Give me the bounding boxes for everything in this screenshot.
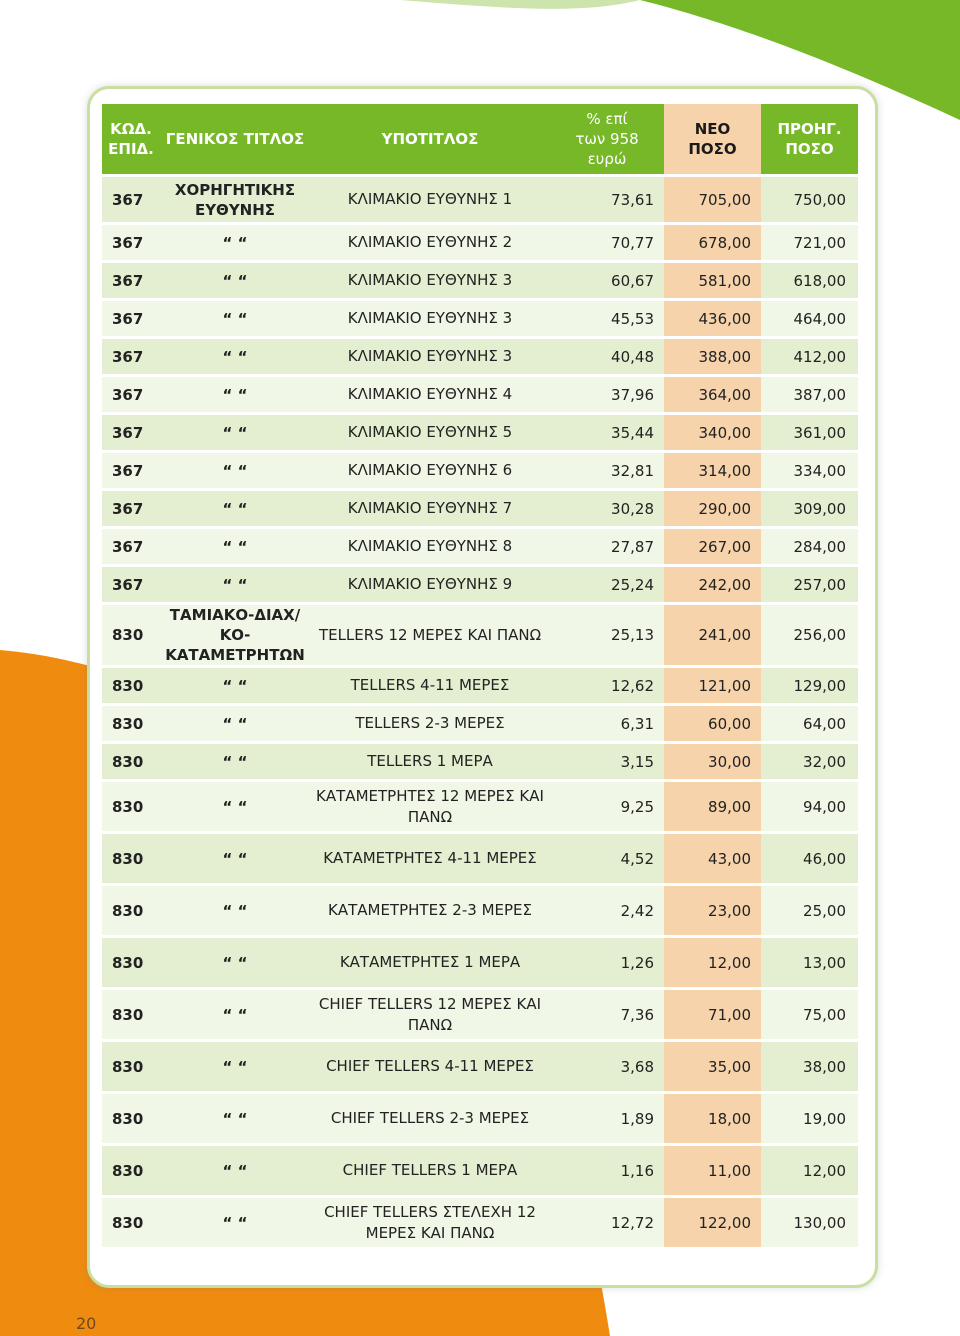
row-percent: 73,61 — [550, 177, 664, 225]
row-new-amount: 314,00 — [664, 453, 761, 491]
table-row — [102, 1042, 858, 1094]
row-subtitle: ΚΛΙΜΑΚΙΟ ΕΥΘΥΝΗΣ 3 — [310, 301, 550, 339]
row-code: 367 — [102, 491, 160, 529]
row-subtitle: ΚΛΙΜΑΚΙΟ ΕΥΘΥΝΗΣ 3 — [310, 263, 550, 301]
row-subtitle: TELLERS 1 ΜΕΡΑ — [310, 744, 550, 782]
row-code: 830 — [102, 1146, 160, 1198]
row-code: 367 — [102, 177, 160, 225]
row-subtitle: TELLERS 4-11 ΜΕΡΕΣ — [310, 668, 550, 706]
row-new-amount: 18,00 — [664, 1094, 761, 1146]
row-new-amount: 11,00 — [664, 1146, 761, 1198]
row-percent: 60,67 — [550, 263, 664, 301]
row-general-title: “ “ — [160, 377, 310, 415]
row-new-amount: 290,00 — [664, 491, 761, 529]
table-row — [102, 567, 858, 605]
header-subtitle: ΥΠΟΤΙΤΛΟΣ — [310, 104, 550, 177]
row-previous-amount: 94,00 — [761, 782, 858, 834]
row-subtitle: CHIEF TELLERS 12 ΜΕΡΕΣ ΚΑΙ ΠΑΝΩ — [310, 990, 550, 1042]
row-general-title: “ “ — [160, 1094, 310, 1146]
row-general-title: “ “ — [160, 567, 310, 605]
row-previous-amount: 464,00 — [761, 301, 858, 339]
row-code: 830 — [102, 1198, 160, 1250]
row-new-amount: 121,00 — [664, 668, 761, 706]
row-percent: 30,28 — [550, 491, 664, 529]
row-subtitle: TELLERS 2-3 ΜΕΡΕΣ — [310, 706, 550, 744]
table-row — [102, 1198, 858, 1250]
table-row — [102, 415, 858, 453]
header-code: ΚΩΔ. ΕΠΙΔ. — [102, 104, 160, 177]
table-row — [102, 706, 858, 744]
row-percent: 40,48 — [550, 339, 664, 377]
row-previous-amount: 309,00 — [761, 491, 858, 529]
row-code: 830 — [102, 668, 160, 706]
row-code: 367 — [102, 225, 160, 263]
row-general-title: “ “ — [160, 491, 310, 529]
row-previous-amount: 13,00 — [761, 938, 858, 990]
payment-table — [102, 104, 858, 1250]
page-number: 20 — [76, 1314, 97, 1333]
row-code: 367 — [102, 415, 160, 453]
row-previous-amount: 750,00 — [761, 177, 858, 225]
row-general-title: “ “ — [160, 782, 310, 834]
row-general-title: “ “ — [160, 1042, 310, 1094]
row-percent: 12,62 — [550, 668, 664, 706]
row-subtitle: ΚΑΤΑΜΕΤΡΗΤΕΣ 2-3 ΜΕΡΕΣ — [310, 886, 550, 938]
row-previous-amount: 19,00 — [761, 1094, 858, 1146]
row-percent: 4,52 — [550, 834, 664, 886]
table-row — [102, 605, 858, 668]
row-code: 830 — [102, 938, 160, 990]
row-percent: 25,24 — [550, 567, 664, 605]
row-percent: 6,31 — [550, 706, 664, 744]
row-percent: 12,72 — [550, 1198, 664, 1250]
row-percent: 3,68 — [550, 1042, 664, 1094]
row-code: 830 — [102, 706, 160, 744]
table-row — [102, 377, 858, 415]
row-general-title: “ “ — [160, 938, 310, 990]
row-new-amount: 89,00 — [664, 782, 761, 834]
row-code: 367 — [102, 301, 160, 339]
row-subtitle: CHIEF TELLERS 4-11 ΜΕΡΕΣ — [310, 1042, 550, 1094]
row-previous-amount: 25,00 — [761, 886, 858, 938]
row-percent: 25,13 — [550, 605, 664, 668]
table-row — [102, 1094, 858, 1146]
row-new-amount: 242,00 — [664, 567, 761, 605]
row-general-title: ΧΟΡΗΓΗΤΙΚΗΣ ΕΥΘΥΝΗΣ — [160, 177, 310, 225]
table-row — [102, 301, 858, 339]
row-general-title: “ “ — [160, 339, 310, 377]
row-general-title: “ “ — [160, 529, 310, 567]
header-general-title: ΓΕΝΙΚΟΣ ΤΙΤΛΟΣ — [160, 104, 310, 177]
header-row — [102, 104, 858, 177]
row-percent: 35,44 — [550, 415, 664, 453]
row-previous-amount: 12,00 — [761, 1146, 858, 1198]
row-new-amount: 30,00 — [664, 744, 761, 782]
row-general-title: “ “ — [160, 990, 310, 1042]
row-general-title: “ “ — [160, 834, 310, 886]
row-subtitle: TELLERS 12 ΜΕΡΕΣ ΚΑΙ ΠΑΝΩ — [310, 605, 550, 668]
row-general-title: “ “ — [160, 744, 310, 782]
row-subtitle: CHIEF TELLERS 1 ΜΕΡΑ — [310, 1146, 550, 1198]
row-new-amount: 436,00 — [664, 301, 761, 339]
row-previous-amount: 257,00 — [761, 567, 858, 605]
row-previous-amount: 64,00 — [761, 706, 858, 744]
row-previous-amount: 129,00 — [761, 668, 858, 706]
row-previous-amount: 618,00 — [761, 263, 858, 301]
row-percent: 9,25 — [550, 782, 664, 834]
row-general-title: “ “ — [160, 301, 310, 339]
row-percent: 45,53 — [550, 301, 664, 339]
row-percent: 32,81 — [550, 453, 664, 491]
row-code: 830 — [102, 990, 160, 1042]
row-new-amount: 71,00 — [664, 990, 761, 1042]
row-new-amount: 23,00 — [664, 886, 761, 938]
row-code: 367 — [102, 263, 160, 301]
row-previous-amount: 334,00 — [761, 453, 858, 491]
row-subtitle: CHIEF TELLERS 2-3 ΜΕΡΕΣ — [310, 1094, 550, 1146]
row-subtitle: ΚΛΙΜΑΚΙΟ ΕΥΘΥΝΗΣ 7 — [310, 491, 550, 529]
row-previous-amount: 361,00 — [761, 415, 858, 453]
row-percent: 37,96 — [550, 377, 664, 415]
table-row — [102, 886, 858, 938]
row-general-title: “ “ — [160, 706, 310, 744]
row-new-amount: 267,00 — [664, 529, 761, 567]
table-row — [102, 263, 858, 301]
row-subtitle: ΚΛΙΜΑΚΙΟ ΕΥΘΥΝΗΣ 2 — [310, 225, 550, 263]
table-row — [102, 491, 858, 529]
row-previous-amount: 130,00 — [761, 1198, 858, 1250]
row-code: 830 — [102, 886, 160, 938]
row-percent: 1,16 — [550, 1146, 664, 1198]
row-code: 830 — [102, 605, 160, 668]
row-previous-amount: 284,00 — [761, 529, 858, 567]
row-previous-amount: 387,00 — [761, 377, 858, 415]
header-new-amount: ΝΕΟ ΠΟΣΟ — [664, 104, 761, 177]
row-new-amount: 581,00 — [664, 263, 761, 301]
row-previous-amount: 32,00 — [761, 744, 858, 782]
row-general-title: “ “ — [160, 886, 310, 938]
row-code: 367 — [102, 567, 160, 605]
row-general-title: “ “ — [160, 415, 310, 453]
row-code: 367 — [102, 339, 160, 377]
row-new-amount: 388,00 — [664, 339, 761, 377]
table-row — [102, 453, 858, 491]
row-code: 830 — [102, 834, 160, 886]
row-general-title: “ “ — [160, 1198, 310, 1250]
row-new-amount: 12,00 — [664, 938, 761, 990]
row-new-amount: 364,00 — [664, 377, 761, 415]
table-row — [102, 177, 858, 225]
row-subtitle: ΚΛΙΜΑΚΙΟ ΕΥΘΥΝΗΣ 6 — [310, 453, 550, 491]
row-code: 367 — [102, 529, 160, 567]
table-row — [102, 744, 858, 782]
row-new-amount: 60,00 — [664, 706, 761, 744]
row-general-title: “ “ — [160, 668, 310, 706]
row-percent: 7,36 — [550, 990, 664, 1042]
row-previous-amount: 75,00 — [761, 990, 858, 1042]
header-percent: % επί των 958 ευρώ — [550, 104, 664, 177]
row-previous-amount: 46,00 — [761, 834, 858, 886]
row-percent: 27,87 — [550, 529, 664, 567]
row-general-title: ΤΑΜΙΑΚΟ-ΔΙΑΧ/ΚΟ- ΚΑΤΑΜΕΤΡΗΤΩΝ — [160, 605, 310, 668]
row-general-title: “ “ — [160, 453, 310, 491]
row-code: 830 — [102, 1094, 160, 1146]
table-row — [102, 834, 858, 886]
table-row — [102, 990, 858, 1042]
row-subtitle: ΚΛΙΜΑΚΙΟ ΕΥΘΥΝΗΣ 8 — [310, 529, 550, 567]
table-row — [102, 225, 858, 263]
row-subtitle: ΚΛΙΜΑΚΙΟ ΕΥΘΥΝΗΣ 1 — [310, 177, 550, 225]
row-general-title: “ “ — [160, 1146, 310, 1198]
row-subtitle: ΚΛΙΜΑΚΙΟ ΕΥΘΥΝΗΣ 4 — [310, 377, 550, 415]
row-new-amount: 241,00 — [664, 605, 761, 668]
row-percent: 1,89 — [550, 1094, 664, 1146]
row-subtitle: ΚΑΤΑΜΕΤΡΗΤΕΣ 4-11 ΜΕΡΕΣ — [310, 834, 550, 886]
row-new-amount: 122,00 — [664, 1198, 761, 1250]
row-percent: 2,42 — [550, 886, 664, 938]
row-subtitle: ΚΛΙΜΑΚΙΟ ΕΥΘΥΝΗΣ 9 — [310, 567, 550, 605]
table-row — [102, 938, 858, 990]
row-previous-amount: 38,00 — [761, 1042, 858, 1094]
row-code: 367 — [102, 453, 160, 491]
row-percent: 1,26 — [550, 938, 664, 990]
row-new-amount: 35,00 — [664, 1042, 761, 1094]
table-row — [102, 1146, 858, 1198]
row-new-amount: 340,00 — [664, 415, 761, 453]
row-previous-amount: 721,00 — [761, 225, 858, 263]
row-subtitle: ΚΑΤΑΜΕΤΡΗΤΕΣ 12 ΜΕΡΕΣ ΚΑΙ ΠΑΝΩ — [310, 782, 550, 834]
row-code: 830 — [102, 744, 160, 782]
row-subtitle: ΚΑΤΑΜΕΤΡΗΤΕΣ 1 ΜΕΡΑ — [310, 938, 550, 990]
row-new-amount: 678,00 — [664, 225, 761, 263]
row-code: 367 — [102, 377, 160, 415]
row-code: 830 — [102, 1042, 160, 1094]
row-subtitle: CHIEF TELLERS ΣΤΕΛΕΧΗ 12 ΜΕΡΕΣ ΚΑΙ ΠΑΝΩ — [310, 1198, 550, 1250]
table-row — [102, 668, 858, 706]
header-previous-amount: ΠΡΟΗΓ. ΠΟΣΟ — [761, 104, 858, 177]
row-subtitle: ΚΛΙΜΑΚΙΟ ΕΥΘΥΝΗΣ 3 — [310, 339, 550, 377]
row-previous-amount: 256,00 — [761, 605, 858, 668]
table-row — [102, 339, 858, 377]
row-new-amount: 705,00 — [664, 177, 761, 225]
row-general-title: “ “ — [160, 225, 310, 263]
row-percent: 70,77 — [550, 225, 664, 263]
row-general-title: “ “ — [160, 263, 310, 301]
row-code: 830 — [102, 782, 160, 834]
table-row — [102, 782, 858, 834]
row-previous-amount: 412,00 — [761, 339, 858, 377]
row-new-amount: 43,00 — [664, 834, 761, 886]
row-percent: 3,15 — [550, 744, 664, 782]
table-row — [102, 529, 858, 567]
row-subtitle: ΚΛΙΜΑΚΙΟ ΕΥΘΥΝΗΣ 5 — [310, 415, 550, 453]
